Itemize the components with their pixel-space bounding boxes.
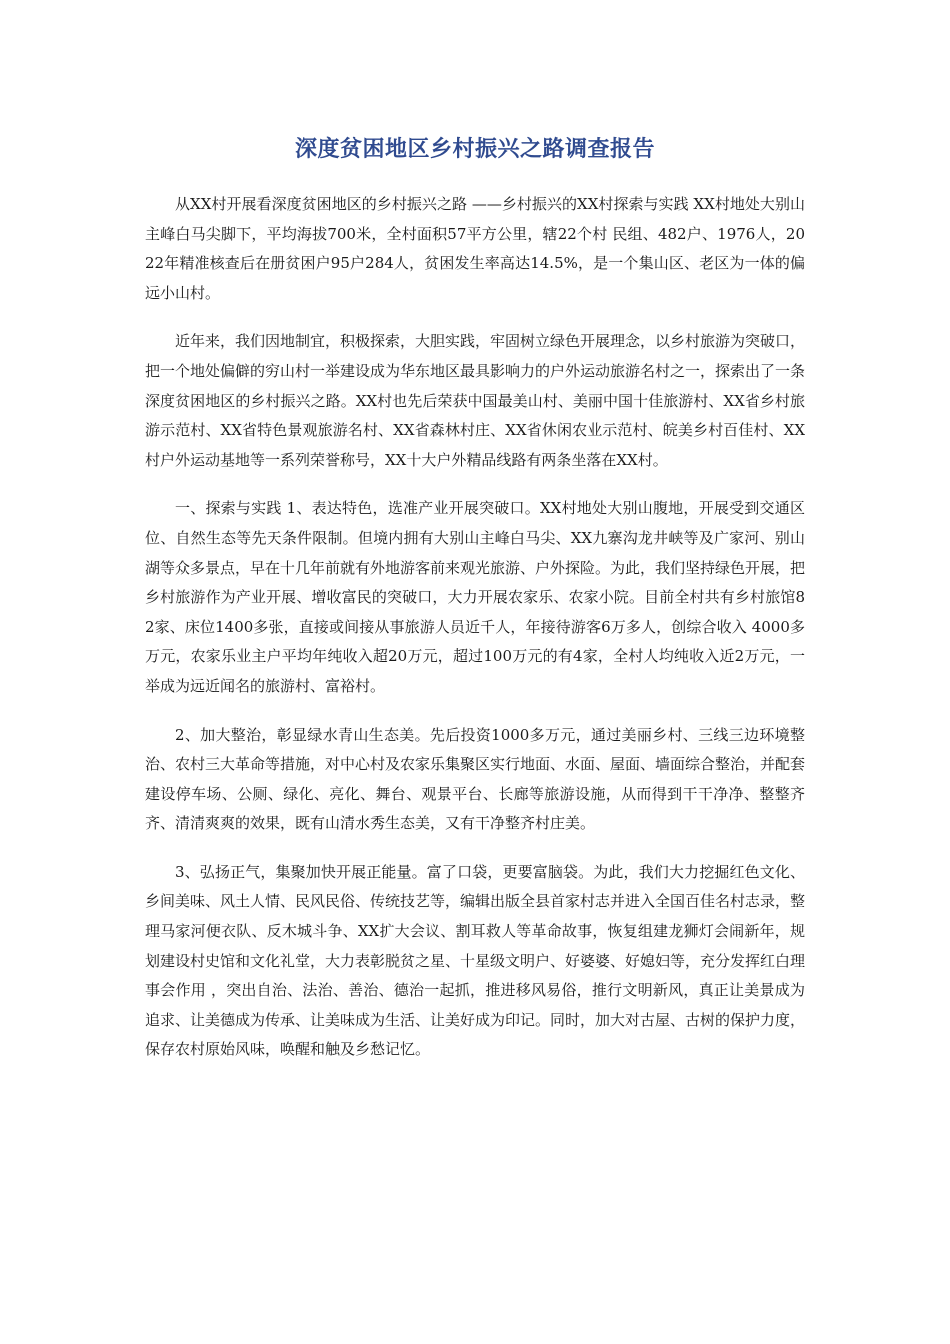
document-page <box>145 128 805 1084</box>
paragraph-exploration-2: 2、加大整治，彰显绿水青山生态美。先后投资1000多万元，通过美丽乡村、三线三边环境整治、农村三大革命等措施，对中心村及农家乐集聚区实行地面、水面、屋面、墙面综合整治，并配套建设停车场、公厕、绿化、亮化、舞台、观景平台、长廊等旅游设施，从而得到干干净净、整整齐齐、清清爽爽的效果，既有山清水秀生态美，又有干净整齐村庄美。 <box>145 725 806 833</box>
document-title: 深度贫困地区乡村振兴之路调查报告 <box>294 137 655 162</box>
paragraph-intro: 从XX村开展看深度贫困地区的乡村振兴之路 ——乡村振兴的XX村探索与实践 XX村地处大别山主峰白马尖脚下，平均海拔700米，全村面积57平方公里，辖22个村 民组、482户、1976人，2022年精准核查后在册贫困户95户284人，贫困发生率高达14.5%，是一个集山区、老区为一体的偏远小山村。 <box>145 195 805 302</box>
paragraph-exploration-1: 一、探索与实践 1、表达特色，选准产业开展突破口。XX村地处大别山腹地，开展受到交通区位、自然生态等先天条件限制。但境内拥有大别山主峰白马尖、XX九寨沟龙井峡等及广家河、别山湖等众多景点，早在十几年前就有外地游客前来观光旅游、户外探险。为此，我们坚持绿色开展，把乡村旅游作为产业开展、增收富民的突破口，大力开展农家乐、农家小院。目前全村共有乡村旅馆82家、床位1400多张，直接或间接从事旅游人员近千人，年接待游客6万多人，创综合收入 4000多万元，农家乐业主户平均年纯收入超20万元，超过100万元的有4家，全村人均纯收入近2万元，一举成为远近闻名的旅游村、富裕村。 <box>145 499 806 695</box>
paragraph-recent-years: 近年来，我们因地制宜，积极探索，大胆实践，牢固树立绿色开展理念，以乡村旅游为突破口，把一个地处偏僻的穷山村一举建设成为华东地区最具影响力的户外运动旅游名村之一，探索出了一条深度贫困地区的乡村振兴之路。XX村也先后荣获中国最美山村、美丽中国十佳旅游村、XX省乡村旅游示范村、XX省特色景观旅游名村、XX省森林村庄、XX省休闲农业示范村、皖美乡村百佳村、XX村户外运动基地等一系列荣誉称号，XX十大户外精品线路有两条坐落在XX村。 <box>145 332 806 469</box>
paragraph-exploration-3: 3、弘扬正气，集聚加快开展正能量。富了口袋，更要富脑袋。为此，我们大力挖掘红色文化、乡间美味、风土人情、民风民俗、传统技艺等，编辑出版全县首家村志并进入全国百佳名村志录，整理马家河便衣队、反木城斗争、XX扩大会议、割耳救人等革命故事，恢复组建龙狮灯会闹新年，规划建设村史馆和文化礼堂，大力表彰脱贫之星、十星级文明户、好婆婆、好媳妇等，充分发挥红白理事会作用 ，突出自治、法治、善治、德治一起抓，推进移风易俗，推行文明新风，真正让美景成为追求、让美德成为传承、让美味成为生活、让美好成为印记。同时，加大对古屋、古树的保护力度，保存农村原始风味，唤醒和触及乡愁记忆。 <box>145 862 806 1059</box>
